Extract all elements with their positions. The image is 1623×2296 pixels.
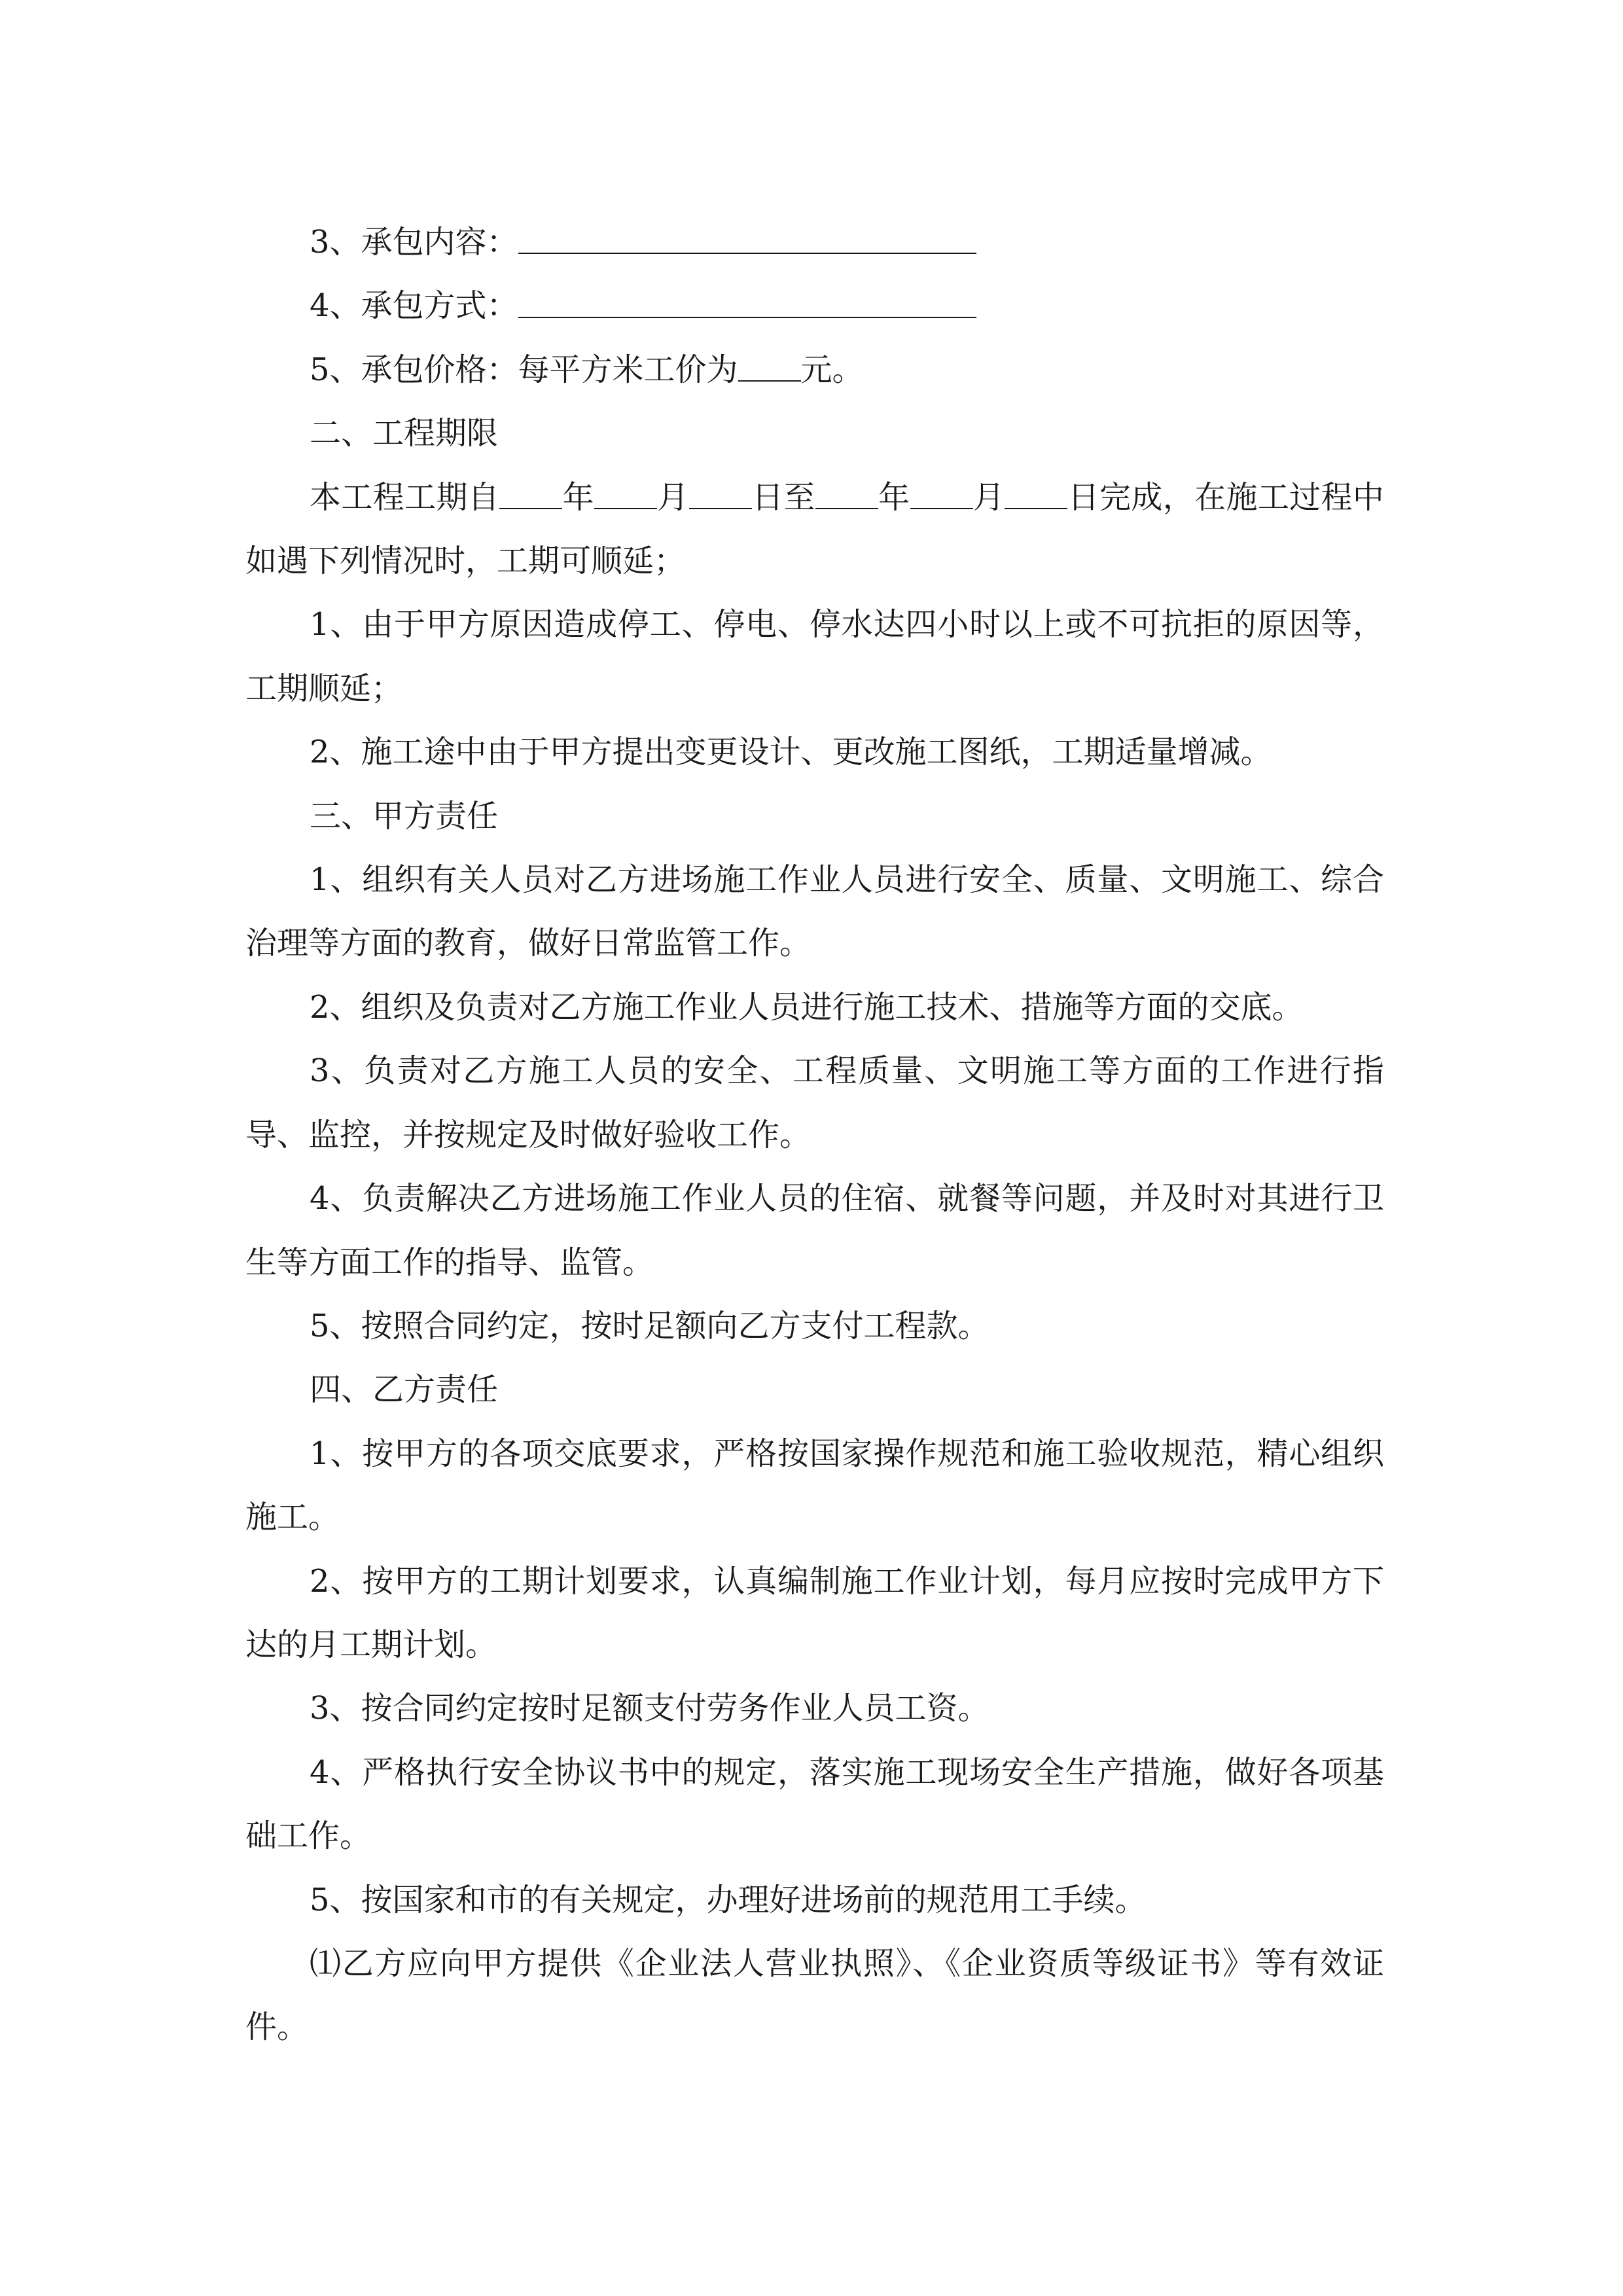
period-end-text: 日完成，在施工过程中如遇下列情况时，工期可顺延；: [245, 478, 1384, 580]
period-start-text: 本工程工期自: [310, 478, 500, 516]
section-heading-party-a: 三、甲方责任: [310, 797, 499, 834]
party-b-item-2: 2、按甲方的工期计划要求，认真编制施工作业计划，每月应按时完成甲方下达的月工期计划。: [245, 1562, 1384, 1663]
day-label-1: 日至: [751, 478, 815, 516]
contract-content-line: [245, 211, 1384, 274]
end-year-blank: [815, 480, 878, 509]
party-a-item-5: 5、按照合同约定，按时足额向乙方支付工程款。: [310, 1307, 990, 1344]
start-month-blank: [594, 480, 657, 509]
contract-price-unit: 元。: [800, 351, 864, 388]
contract-price-line: [245, 338, 1384, 402]
period-item-2: 2、施工途中由于甲方提出变更设计、更改施工图纸，工期适量增减。: [310, 734, 1272, 771]
contract-content-blank: [518, 224, 976, 254]
party-b-item-3: 3、按合同约定按时足额支付劳务作业人员工资。: [310, 1690, 990, 1727]
end-day-blank: [1005, 480, 1067, 509]
party-a-item-1: 1、组织有关人员对乙方进场施工作业人员进行安全、质量、文明施工、综合治理等方面的教育，做好日常监管工作。: [245, 861, 1384, 962]
contract-price-text: 5、承包价格：每平方米工价为: [310, 351, 738, 388]
party-b-subitem-1: ⑴乙方应向甲方提供《企业法人营业执照》、《企业资质等级证书》等有效证件。: [245, 1945, 1384, 2046]
start-year-blank: [499, 480, 562, 509]
end-month-blank: [910, 480, 973, 509]
party-a-item-3: 3、负责对乙方施工人员的安全、工程质量、文明施工等方面的工作进行指导、监控，并按规定及时做好验收工作。: [245, 1052, 1384, 1153]
contract-method-label: 4、承包方式：: [310, 287, 518, 325]
party-b-item-4: 4、严格执行安全协议书中的规定，落实施工现场安全生产措施，做好各项基础工作。: [245, 1753, 1384, 1855]
party-a-item-4: 4、负责解决乙方进场施工作业人员的住宿、就餐等问题，并及时对其进行卫生等方面工作的指导、监管。: [245, 1180, 1384, 1281]
year-label-2: 年: [878, 478, 910, 516]
start-day-blank: [689, 480, 752, 509]
month-label-2: 月: [972, 478, 1005, 516]
section-heading-period: 二、工程期限: [310, 415, 499, 452]
period-item-1: 1、由于甲方原因造成停工、停电、停水达四小时以上或不可抗拒的原因等，工期顺延；: [245, 606, 1384, 707]
period-paragraph: [245, 466, 1384, 594]
party-b-item-1: 1、按甲方的各项交底要求，严格按国家操作规范和施工验收规范，精心组织施工。: [245, 1435, 1384, 1536]
document-page: [245, 211, 1384, 2060]
contract-content-label: 3、承包内容：: [310, 224, 518, 260]
month-label-1: 月: [656, 478, 689, 516]
unit-price-blank: [738, 352, 801, 382]
section-heading-party-b: 四、乙方责任: [310, 1371, 499, 1408]
party-a-item-2: 2、组织及负责对乙方施工作业人员进行施工技术、措施等方面的交底。: [310, 988, 1304, 1026]
year-label-1: 年: [562, 478, 594, 516]
party-b-item-5: 5、按国家和市的有关规定，办理好进场前的规范用工手续。: [310, 1881, 1147, 1918]
contract-method-blank: [518, 289, 976, 318]
contract-method-line: [245, 274, 1384, 338]
